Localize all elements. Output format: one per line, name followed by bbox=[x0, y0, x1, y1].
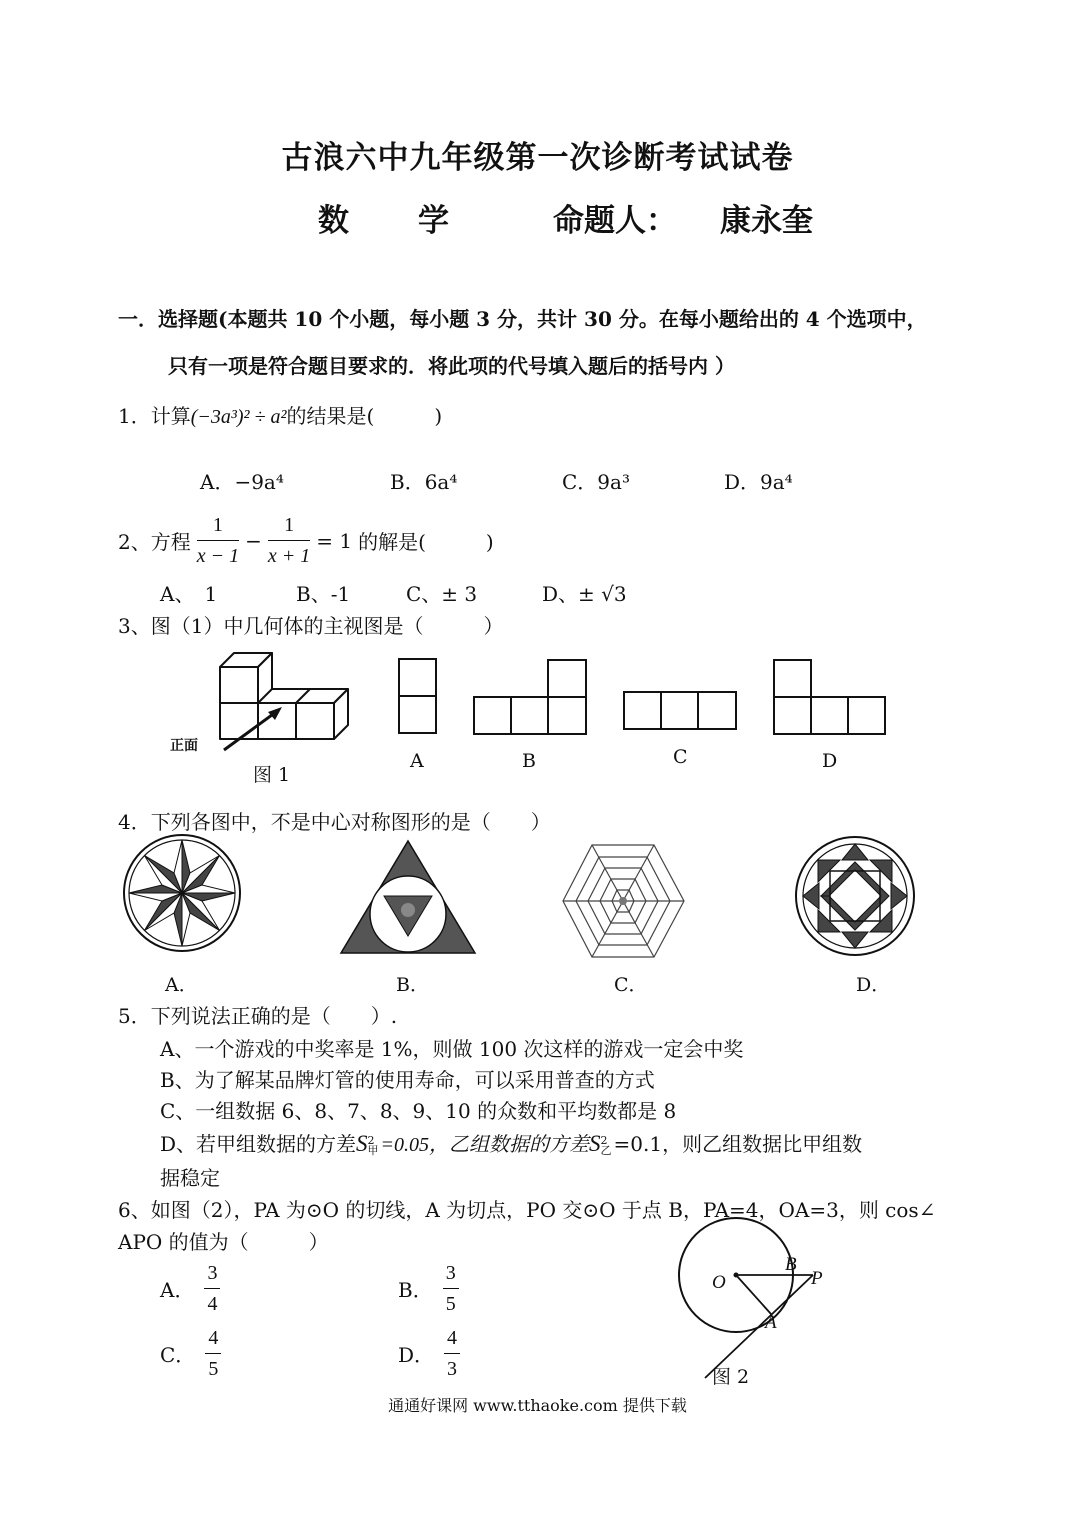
footer-watermark: 通通好课网 www.tthaoke.com 提供下载 bbox=[388, 1396, 687, 1415]
q6-option-d-label: D． bbox=[398, 1343, 435, 1367]
q6-option-d-num: 4 bbox=[444, 1323, 460, 1354]
q4-label-c: C． bbox=[614, 974, 648, 996]
q6-option-c-den: 5 bbox=[208, 1358, 219, 1380]
q1-option-a: A．−9a⁴ bbox=[200, 470, 284, 494]
q3-stem: 3、图（1）中几何体的主视图是（ ） bbox=[118, 614, 504, 638]
q6-point-b: B bbox=[785, 1254, 797, 1275]
q1-expression: (−3a³)² ÷ a² bbox=[190, 406, 287, 428]
q2-option-d: D、± √3 bbox=[542, 582, 627, 606]
q6-option-b-num: 3 bbox=[443, 1258, 459, 1289]
q6-point-o: O bbox=[712, 1272, 726, 1293]
subject-char-2: 学 bbox=[418, 203, 449, 239]
subject-char-1: 数 bbox=[318, 203, 349, 239]
q5-sup-2: 2 bbox=[600, 1133, 608, 1147]
q5-option-c: C、一组数据 6、8、7、8、9、10 的众数和平均数都是 8 bbox=[160, 1099, 677, 1123]
q5-option-a: A、一个游戏的中奖率是 1%，则做 100 次这样的游戏一定会中奖 bbox=[160, 1037, 744, 1061]
q6-stem-line1: 6、如图（2），PA 为⊙O 的切线，A 为切点，PO 交⊙O 于点 B，PA=4，OA=3，则 cos∠ bbox=[118, 1198, 936, 1222]
q2-frac2-numerator: 1 bbox=[268, 510, 310, 541]
q2-option-b: B、-1 bbox=[296, 582, 351, 606]
q5-variance-symbol-1: S bbox=[356, 1131, 368, 1156]
q5-variance-symbol-2: S bbox=[589, 1131, 601, 1156]
q2-prefix: 2、方程 bbox=[118, 530, 191, 554]
q5-d-prefix: D、若甲组数据的方差 bbox=[160, 1132, 357, 1156]
q6-point-p: P bbox=[811, 1268, 823, 1289]
author-label: 命题人： bbox=[553, 203, 677, 239]
q1-option-b: B．6a⁴ bbox=[390, 470, 458, 494]
q4-stem: 4．下列各图中，不是中心对称图形的是（ ） bbox=[118, 810, 551, 834]
section-heading-line2: 只有一项是符合题目要求的．将此项的代号填入题后的括号内 ） bbox=[168, 354, 735, 378]
section-heading-line1: 一．选择题(本题共 10 个小题，每小题 3 分，共计 30 分。在每小题给出的 4 个选项中， bbox=[118, 307, 927, 331]
q6-option-b-label: B． bbox=[398, 1278, 433, 1302]
q5-stem: 5．下列说法正确的是（ ）. bbox=[118, 1004, 398, 1028]
q1-prefix: 1．计算 bbox=[118, 404, 191, 428]
q6-option-a-den: 4 bbox=[207, 1293, 218, 1315]
q5-d-value-2: =0.1，则乙组数据比甲组数 bbox=[613, 1132, 863, 1156]
q6-stem-line2: APO 的值为（ ） bbox=[118, 1230, 329, 1254]
q6-option-a-num: 3 bbox=[204, 1258, 220, 1289]
q2-frac2-denominator: x + 1 bbox=[267, 545, 311, 567]
q2-option-a: A、 1 bbox=[160, 582, 218, 606]
q5-d-value-1: =0.05，乙组数据的方差 bbox=[380, 1134, 590, 1156]
q2-frac1-numerator: 1 bbox=[197, 510, 239, 541]
q2-option-c: C、± 3 bbox=[406, 582, 478, 606]
q2-frac1-denominator: x − 1 bbox=[196, 545, 240, 567]
q3-figure-caption: 图 1 bbox=[253, 764, 291, 786]
q5-sub-jia: 甲 bbox=[367, 1143, 379, 1157]
q5-option-b: B、为了解某品牌灯管的使用寿命，可以采用普查的方式 bbox=[160, 1068, 655, 1092]
q1-option-c: C．9a³ bbox=[562, 470, 630, 494]
q3-label-b: B bbox=[522, 750, 536, 772]
q6-option-a-label: A． bbox=[160, 1278, 195, 1302]
q1-suffix: 的结果是( ) bbox=[286, 404, 443, 428]
q4-label-d: D． bbox=[856, 974, 891, 996]
q2-suffix: 的解是( ) bbox=[358, 530, 494, 554]
q3-label-d: D bbox=[822, 750, 838, 772]
q5-sup-1: 2 bbox=[367, 1133, 375, 1147]
q6-figure-caption: 图 2 bbox=[712, 1366, 750, 1388]
page-title: 古浪六中九年级第一次诊断考试试卷 bbox=[281, 140, 794, 176]
q4-label-b: B． bbox=[396, 974, 429, 996]
q5-option-d-line2: 据稳定 bbox=[160, 1166, 220, 1190]
q6-option-c-label: C． bbox=[160, 1343, 196, 1367]
q6-option-c-num: 4 bbox=[205, 1323, 221, 1354]
q4-label-a: A． bbox=[165, 974, 198, 996]
q3-label-c: C bbox=[673, 746, 688, 768]
q3-front-label: 正面 bbox=[170, 738, 198, 754]
q1-option-d: D．9a⁴ bbox=[724, 470, 793, 494]
q6-point-a: A bbox=[765, 1312, 777, 1333]
q3-label-a: A bbox=[410, 750, 424, 772]
q2-minus: − bbox=[245, 528, 262, 553]
q5-sub-yi: 乙 bbox=[600, 1143, 612, 1157]
q2-equals: = 1 bbox=[316, 528, 353, 553]
author-name: 康永奎 bbox=[720, 203, 813, 239]
q6-option-b-den: 5 bbox=[445, 1293, 456, 1315]
q6-option-d-den: 3 bbox=[447, 1358, 458, 1380]
